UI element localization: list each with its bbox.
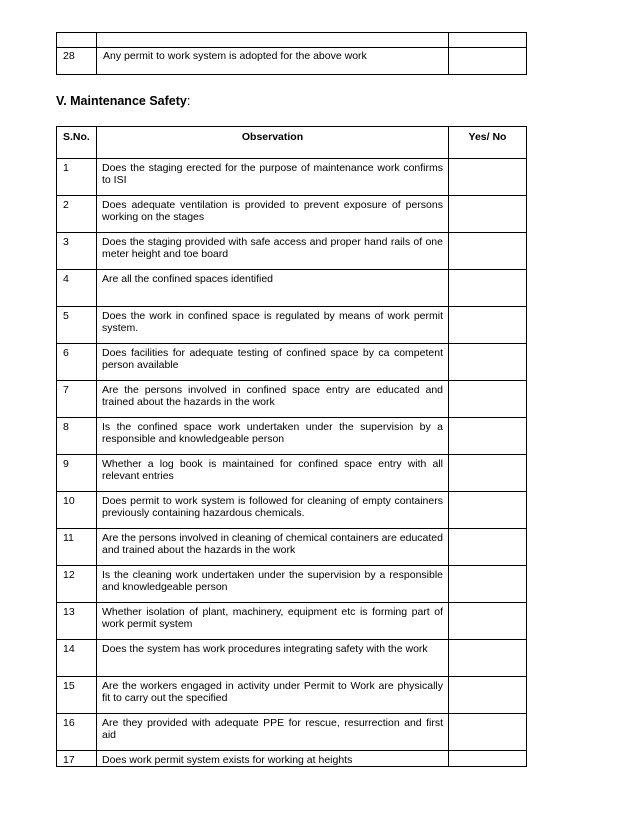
yes-no-cell[interactable]: [449, 48, 527, 75]
section-heading: [56, 94, 190, 108]
observation-cell: Are the persons involved in cleaning of chemical containers are educated and trained about the hazards in the work: [97, 529, 449, 566]
table-row: [57, 751, 527, 767]
observation-cell: Whether isolation of plant, machinery, equipment etc is forming part of work permit system: [97, 603, 449, 640]
yes-no-cell[interactable]: [449, 307, 527, 344]
maintenance-safety-rows: [57, 159, 527, 767]
serial-number-cell: 6: [57, 344, 97, 381]
yes-no-cell[interactable]: [449, 714, 527, 751]
observation-cell: Are the workers engaged in activity under Permit to Work are physically fit to carry out the specified: [97, 677, 449, 714]
yes-no-cell[interactable]: [449, 603, 527, 640]
maintenance-safety-table: [56, 126, 527, 767]
yes-no-cell[interactable]: [449, 381, 527, 418]
serial-number-cell: 12: [57, 566, 97, 603]
observation-cell: Are the persons involved in confined space entry are educated and trained about the hazards in the work: [97, 381, 449, 418]
yes-no-cell[interactable]: [449, 492, 527, 529]
serial-number-cell: 2: [57, 196, 97, 233]
serial-number-cell: 3: [57, 233, 97, 270]
observation-cell: Does work permit system exists for working at heights: [97, 751, 449, 767]
serial-number-cell: [57, 33, 97, 48]
table-row: [57, 159, 527, 196]
table-row: [57, 233, 527, 270]
yes-no-cell[interactable]: [449, 233, 527, 270]
observation-cell: Does facilities for adequate testing of confined space by ca competent person available: [97, 344, 449, 381]
observation-cell: Does the work in confined space is regulated by means of work permit system.: [97, 307, 449, 344]
previous-checklist-table: [56, 32, 527, 75]
yes-no-cell[interactable]: [449, 751, 527, 767]
serial-number-cell: 16: [57, 714, 97, 751]
yes-no-cell[interactable]: [449, 418, 527, 455]
observation-cell: Does the staging provided with safe access and proper hand rails of one meter height and toe board: [97, 233, 449, 270]
serial-number-cell: 4: [57, 270, 97, 307]
yes-no-cell[interactable]: [449, 677, 527, 714]
observation-cell: Whether a log book is maintained for confined space entry with all relevant entries: [97, 455, 449, 492]
table-row: [57, 344, 527, 381]
serial-number-cell: 1: [57, 159, 97, 196]
serial-number-cell: 5: [57, 307, 97, 344]
section-title-text: V. Maintenance Safety: [56, 94, 187, 108]
serial-number-cell: 15: [57, 677, 97, 714]
table-row: [57, 603, 527, 640]
observation-cell: Does adequate ventilation is provided to prevent exposure of persons working on the stages: [97, 196, 449, 233]
table-row: [57, 714, 527, 751]
table-row: [57, 677, 527, 714]
table-row: [57, 33, 527, 48]
yes-no-cell[interactable]: [449, 640, 527, 677]
table-header-row: [57, 127, 527, 159]
column-header-sno: S.No.: [57, 127, 97, 159]
observation-cell: Does permit to work system is followed for cleaning of empty containers previously containing hazardous chemicals.: [97, 492, 449, 529]
yes-no-cell[interactable]: [449, 159, 527, 196]
yes-no-cell[interactable]: [449, 344, 527, 381]
table-row: [57, 492, 527, 529]
serial-number-cell: 8: [57, 418, 97, 455]
table-row: [57, 566, 527, 603]
serial-number-cell: 11: [57, 529, 97, 566]
observation-cell: Any permit to work system is adopted for the above work: [97, 48, 449, 75]
observation-cell: Are all the confined spaces identified: [97, 270, 449, 307]
observation-cell: Is the cleaning work undertaken under the supervision by a responsible and knowledgeable person: [97, 566, 449, 603]
serial-number-cell: 10: [57, 492, 97, 529]
serial-number-cell: 28: [57, 48, 97, 75]
yes-no-cell[interactable]: [449, 455, 527, 492]
serial-number-cell: 17: [57, 751, 97, 767]
serial-number-cell: 7: [57, 381, 97, 418]
table-row: [57, 48, 527, 75]
observation-cell: Does the system has work procedures integrating safety with the work: [97, 640, 449, 677]
table-row: [57, 270, 527, 307]
observation-cell: [97, 33, 449, 48]
section-title-colon: :: [186, 94, 191, 108]
table-row: [57, 381, 527, 418]
yes-no-cell[interactable]: [449, 529, 527, 566]
column-header-observation: Observation: [97, 127, 449, 159]
serial-number-cell: 14: [57, 640, 97, 677]
table-row: [57, 418, 527, 455]
table-row: [57, 529, 527, 566]
table-row: [57, 307, 527, 344]
table-row: [57, 640, 527, 677]
table-row: [57, 196, 527, 233]
table-row: [57, 455, 527, 492]
observation-cell: Is the confined space work undertaken under the supervision by a responsible and knowledgeable person: [97, 418, 449, 455]
observation-cell: Are they provided with adequate PPE for rescue, resurrection and first aid: [97, 714, 449, 751]
yes-no-cell[interactable]: [449, 270, 527, 307]
yes-no-cell[interactable]: [449, 33, 527, 48]
yes-no-cell[interactable]: [449, 196, 527, 233]
column-header-yes-no: Yes/ No: [449, 127, 527, 159]
serial-number-cell: 13: [57, 603, 97, 640]
observation-cell: Does the staging erected for the purpose of maintenance work confirms to ISI: [97, 159, 449, 196]
yes-no-cell[interactable]: [449, 566, 527, 603]
serial-number-cell: 9: [57, 455, 97, 492]
